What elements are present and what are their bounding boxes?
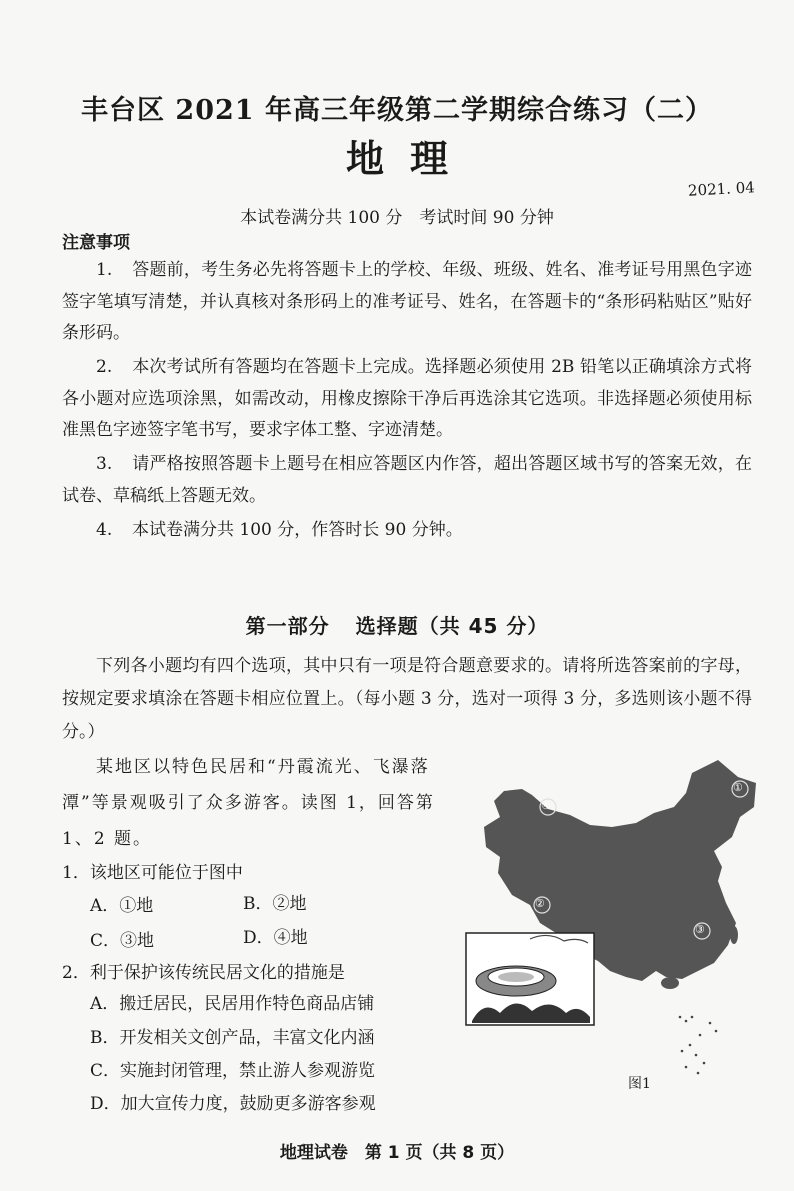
notice-item-num: 2. [96, 357, 113, 377]
question-1-option-d: D．④地 [243, 928, 308, 948]
notice-item-num: 4. [96, 520, 113, 540]
notice-item-2 [62, 352, 752, 447]
notice-item-text: 本试卷满分共 100 分，作答时长 90 分钟。 [132, 520, 463, 540]
question-1-option-b: B．②地 [243, 894, 307, 914]
figure-caption: 图1 [628, 1076, 651, 1092]
map-marker-2: ② [535, 897, 545, 910]
exam-info: 本试卷满分共 100 分 考试时间 90 分钟 [240, 208, 554, 228]
notice-item-num: 3. [96, 454, 113, 474]
notice-title: 注意事项 [62, 233, 130, 253]
question-2-option-c: C．实施封闭管理，禁止游人参观游览 [90, 1061, 376, 1081]
question-2-stem: 2．利于保护该传统民居文化的措施是 [62, 963, 345, 983]
question-group-stem: 某地区以特色民居和“丹霞流光、飞瀑落潭”等景观吸引了众多游客。读图 1，回答第 1、2 题。 [62, 757, 435, 849]
notice-item-4 [62, 515, 752, 547]
exam-date: 2021. 04 [687, 178, 756, 200]
notice-item-num: 1. [96, 260, 113, 280]
question-2-option-b: B．开发相关文创产品，丰富文化内涵 [90, 1028, 375, 1048]
page-footer: 地理试卷 第 1 页（共 8 页） [279, 1143, 515, 1163]
section-name: 选择题（共 45 分） [355, 614, 549, 638]
notice-item-3 [62, 449, 752, 512]
section-part: 第一部分 [245, 614, 330, 638]
subject-title: 地理 [345, 136, 474, 181]
map-marker-1: ① [733, 781, 743, 794]
china-map-icon [460, 755, 760, 1095]
notice-item-text: 答题前，考生务必先将答题卡上的学校、年级、班级、姓名、准考证号用黑色字迹签字笔填写清楚，并认真核对条形码上的准考证号、姓名，在答题卡的“条形码粘贴区”贴好条形码。 [62, 260, 752, 343]
question-1-option-a: A．①地 [90, 896, 154, 916]
notice-item-1 [62, 255, 752, 350]
question-1-stem: 1．该地区可能位于图中 [62, 863, 243, 883]
section-intro: 下列各小题均有四个选项，其中只有一项是符合题意要求的。请将所选答案前的字母，按规定要求填涂在答题卡相应位置上。（每小题 3 分，选对一项得 3 分，多选则该小题不得分。） [62, 656, 752, 742]
notice-item-text: 请严格按照答题卡上题号在相应答题区内作答，超出答题区域书写的答案无效，在试卷、草稿纸上答题无效。 [62, 454, 752, 506]
exam-title: 丰台区 2021 年高三年级第二学期综合练习（二） [81, 95, 713, 126]
notice-item-text: 本次考试所有答题均在答题卡上完成。选择题必须使用 2B 铅笔以正确填涂方式将各小题对应选项涂黑，如需改动，用橡皮擦除干净后再选涂其它选项。非选择题必须使用标准黑色字迹签字笔书写，要求字体工整、字迹清楚。 [62, 357, 752, 440]
map-marker-4: ④ [541, 799, 551, 812]
question-1-option-c: C．③地 [90, 931, 155, 951]
figure-1-map [460, 755, 760, 1095]
section-heading [0, 610, 794, 639]
question-2-option-d: D．加大宣传力度，鼓励更多游客参观 [90, 1094, 376, 1114]
map-marker-3: ③ [695, 923, 705, 936]
question-2-option-a: A．搬迁居民，民居用作特色商品店铺 [90, 994, 375, 1014]
